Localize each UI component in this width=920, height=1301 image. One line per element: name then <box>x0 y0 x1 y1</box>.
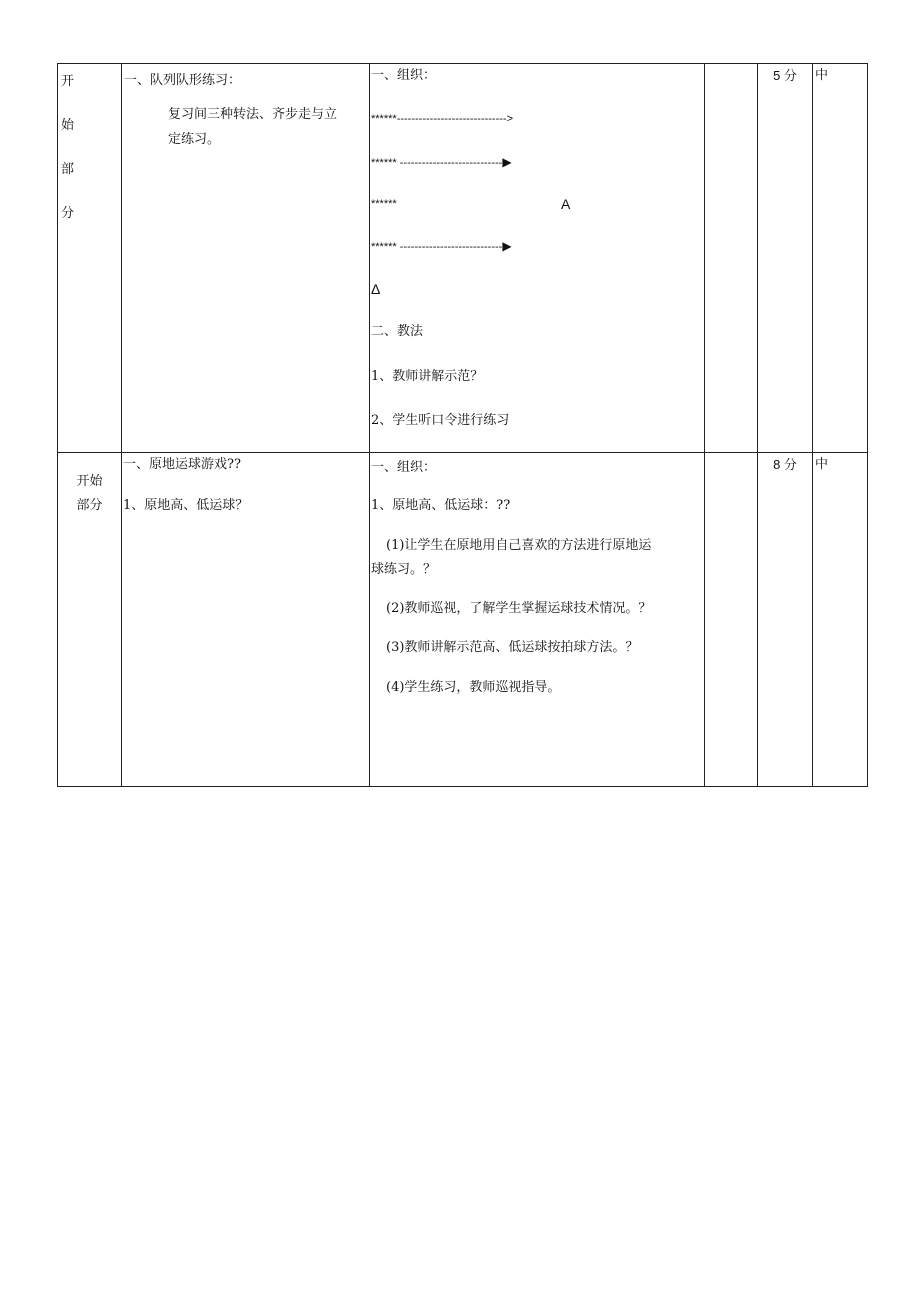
section-label-cell <box>58 453 122 787</box>
intensity-value: 中 <box>815 457 829 472</box>
section-label-char: 始 <box>61 118 75 133</box>
method-paragraph: (1)让学生在原地用自己喜欢的方法进行原地运 <box>386 538 652 553</box>
blank-cell <box>705 64 758 453</box>
section-label-char: 开 <box>61 74 75 89</box>
method-step: 1、教师讲解示范？ <box>371 369 484 384</box>
method-paragraph: (2)教师巡视，了解学生掌握运球技术情况。？ <box>386 601 652 616</box>
formation-dashes: ---------------------------- <box>396 157 503 169</box>
section-label-char: 分 <box>61 206 75 221</box>
table-row <box>58 64 868 453</box>
method-paragraph: 球练习。？ <box>371 562 437 577</box>
formation-dashes: ------------------------------ <box>396 113 507 125</box>
content-heading: 一、原地运球游戏?? <box>123 457 241 472</box>
formation-line <box>371 153 512 172</box>
section-label-text: 部分 <box>76 498 103 513</box>
intensity-cell <box>813 453 868 787</box>
formation-line <box>371 195 397 213</box>
lesson-plan-table <box>57 63 868 787</box>
table-row <box>58 453 868 787</box>
section-label-cell <box>58 64 122 453</box>
organization-heading: 一、组织： <box>371 460 437 475</box>
method-step: 2、学生听口令进行练习 <box>371 413 510 428</box>
time-value: 5 分 <box>773 68 797 83</box>
formation-stars: ****** <box>371 241 397 253</box>
formation-line <box>371 237 512 256</box>
blank-cell <box>705 453 758 787</box>
method-subheading: 1、原地高、低运球：?? <box>371 498 511 513</box>
formation-marker: A <box>561 196 571 212</box>
section-label-char: 部 <box>61 162 75 177</box>
method-paragraph: (3)教师讲解示范高、低运球按拍球方法。？ <box>386 640 639 655</box>
formation-stars: ****** <box>371 198 397 210</box>
intensity-value: 中 <box>815 68 829 83</box>
method-cell <box>370 453 705 787</box>
formation-stars: ****** <box>371 157 397 169</box>
intensity-cell <box>813 64 868 453</box>
arrow-solid-icon: ▶ <box>502 239 512 253</box>
time-cell <box>758 453 813 787</box>
organization-heading: 一、组织： <box>371 68 437 83</box>
content-body-line: 定练习。 <box>168 132 221 147</box>
arrow-right-icon: > <box>506 113 514 125</box>
formation-stars: ****** <box>371 113 397 125</box>
content-cell <box>122 64 370 453</box>
teacher-marker: Δ <box>371 281 381 297</box>
content-cell <box>122 453 370 787</box>
method-paragraph: (4)学生练习，教师巡视指导。 <box>386 680 561 695</box>
time-cell <box>758 64 813 453</box>
formation-line <box>371 110 513 128</box>
method-cell <box>370 64 705 453</box>
section-label-text: 开始 <box>76 474 103 489</box>
formation-dashes: ---------------------------- <box>396 241 503 253</box>
arrow-solid-icon: ▶ <box>502 155 512 169</box>
content-heading: 一、队列队形练习： <box>124 73 242 88</box>
time-value: 8 分 <box>773 457 797 472</box>
method-heading: 二、教法 <box>371 324 424 339</box>
content-body-line: 复习间三种转法、齐步走与立 <box>168 107 338 122</box>
content-item: 1、原地高、低运球？ <box>123 498 249 513</box>
